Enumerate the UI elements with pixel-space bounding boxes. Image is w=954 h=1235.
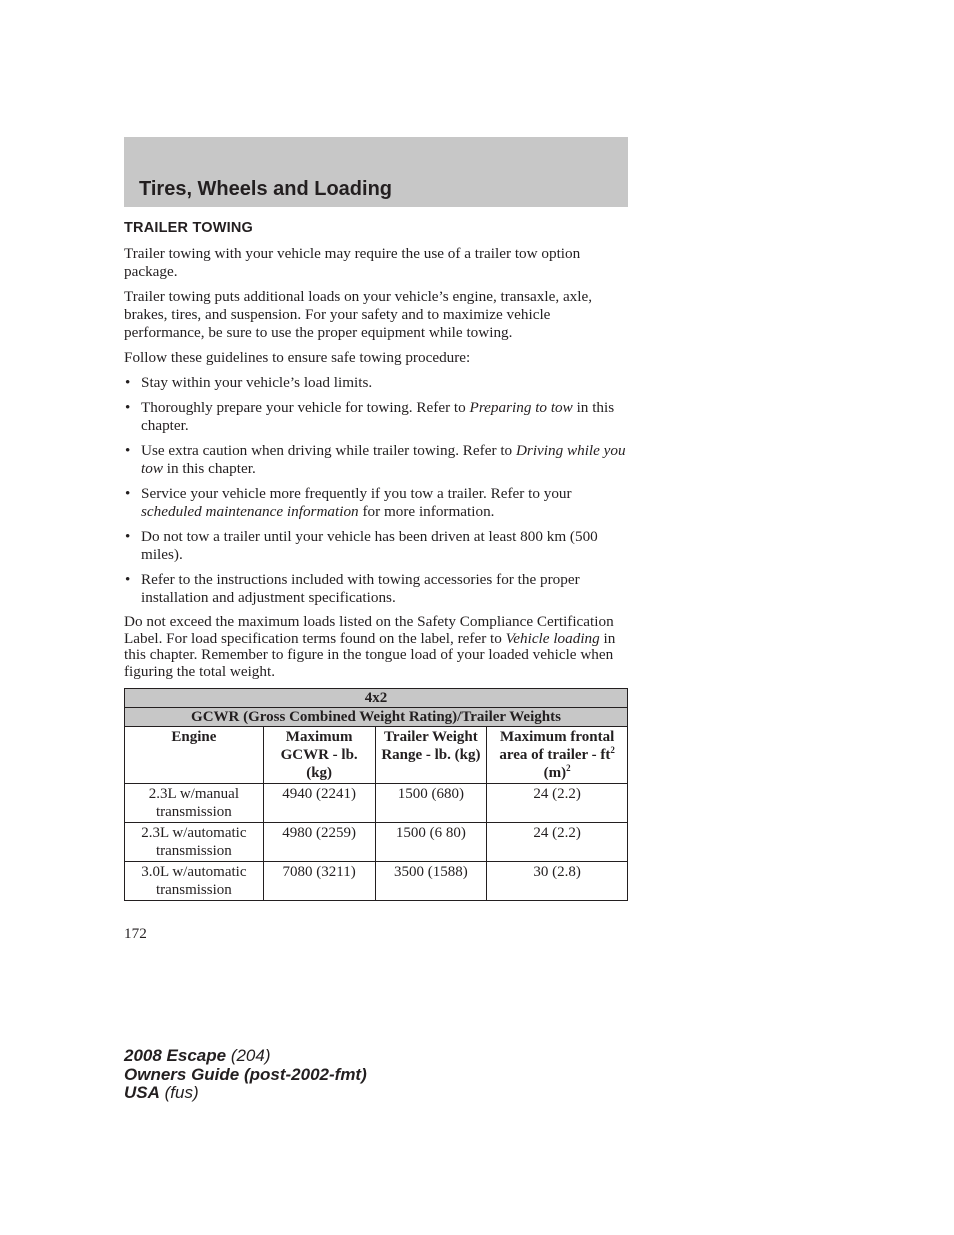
table-caption: GCWR (Gross Combined Weight Rating)/Trailer Weights xyxy=(125,708,628,727)
table-row xyxy=(125,862,628,901)
cell-engine: 3.0L w/automatic transmission xyxy=(125,862,264,901)
bullet-icon: • xyxy=(125,485,131,502)
list-item: • Service your vehicle more frequently if you tow a trailer. Refer to your scheduled maintenance information for more information. xyxy=(125,485,572,520)
footer-line-market: USA (fus) xyxy=(124,1083,199,1102)
guideline-list xyxy=(124,374,628,607)
section-heading: TRAILER TOWING xyxy=(124,220,253,236)
cell-engine: 2.3L w/automatic transmission xyxy=(125,823,264,862)
bullet-icon: • xyxy=(125,571,131,588)
table-drive-label: 4x2 xyxy=(125,689,628,708)
bullet-icon: • xyxy=(125,399,131,416)
cell-frontal-area: 24 (2.2) xyxy=(487,784,628,823)
list-item: • Refer to the instructions included with towing accessories for the proper installation and adjustment specifications. xyxy=(125,571,580,606)
cell-trailer-weight: 1500 (6 80) xyxy=(375,823,487,862)
paragraph-closing: Do not exceed the maximum loads listed on the Safety Compliance Certification Label. For load specification terms found on the label, refer to Vehicle loading in this chapter. Remember to figure in the tongue load of your loaded vehicle when figuring the total weight. xyxy=(124,613,616,680)
paragraph-guidelines: Follow these guidelines to ensure safe towing procedure: xyxy=(124,349,471,366)
cross-reference: Driving while you tow xyxy=(141,442,626,477)
cell-engine: 2.3L w/manual transmission xyxy=(125,784,264,823)
page-number: 172 xyxy=(124,925,147,942)
cross-reference: Vehicle loading xyxy=(505,629,600,647)
bullet-icon: • xyxy=(125,374,131,391)
cell-frontal-area: 30 (2.8) xyxy=(487,862,628,901)
footer-line-guide: Owners Guide (post-2002-fmt) xyxy=(124,1064,367,1084)
cell-gcwr: 7080 (3211) xyxy=(263,862,375,901)
paragraph-loads: Trailer towing puts additional loads on your vehicle’s engine, transaxle, axle, brakes, tires, and suspension. For your safety and to maximize vehicle performance, be sure to use the proper equipment while towing. xyxy=(124,288,593,341)
list-item: • Use extra caution when driving while trailer towing. Refer to Driving while you tow in this chapter. xyxy=(125,442,626,477)
chapter-title: Tires, Wheels and Loading xyxy=(139,178,393,200)
column-header-trailer-weight: Trailer Weight Range - lb. (kg) xyxy=(375,727,487,784)
footer-line-model: 2008 Escape (204) xyxy=(124,1046,271,1065)
column-header-frontal-area: Maximum frontal area of trailer - $ft^2$ $(m)^2$ xyxy=(487,727,628,784)
cell-trailer-weight: 1500 (680) xyxy=(375,784,487,823)
bullet-icon: • xyxy=(125,528,131,545)
list-item: • Do not tow a trailer until your vehicle has been driven at least 800 km (500 miles). xyxy=(125,528,598,563)
list-item: • Stay within your vehicle’s load limits. xyxy=(125,374,373,391)
column-header-gcwr: Maximum GCWR - lb. (kg) xyxy=(263,727,375,784)
table-row xyxy=(125,823,628,862)
body-text xyxy=(124,245,628,687)
cell-gcwr: 4940 (2241) xyxy=(263,784,375,823)
cross-reference: Preparing to tow xyxy=(469,399,573,416)
bullet-icon: • xyxy=(125,442,131,459)
gcwr-table xyxy=(124,688,628,901)
column-header-engine: Engine xyxy=(125,727,264,784)
paragraph-intro: Trailer towing with your vehicle may require the use of a trailer tow option package. xyxy=(124,245,581,280)
list-item: • Thoroughly prepare your vehicle for towing. Refer to Preparing to tow in this chapter. xyxy=(125,399,615,434)
cross-reference: scheduled maintenance information xyxy=(141,503,359,520)
cell-trailer-weight: 3500 (1588) xyxy=(375,862,487,901)
cell-frontal-area: 24 (2.2) xyxy=(487,823,628,862)
table-row xyxy=(125,784,628,823)
cell-gcwr: 4980 (2259) xyxy=(263,823,375,862)
document-footer xyxy=(124,1047,367,1103)
chapter-header-band xyxy=(124,137,628,207)
